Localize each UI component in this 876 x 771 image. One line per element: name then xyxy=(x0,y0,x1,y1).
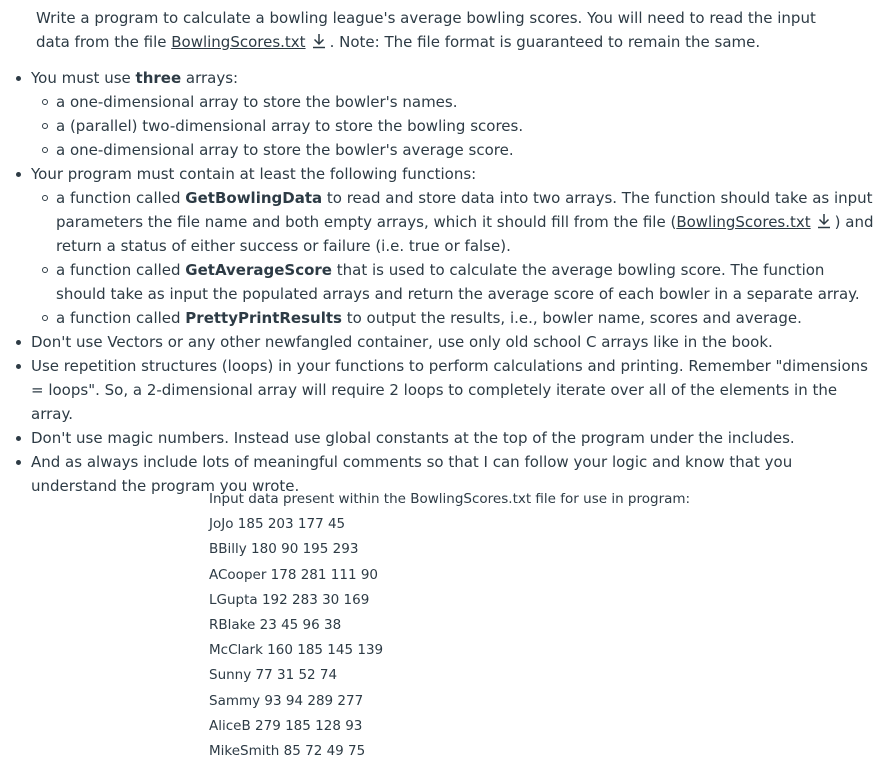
bowling-scores-file-link-2[interactable]: BowlingScores.txt xyxy=(676,213,811,231)
function-name: GetBowlingData xyxy=(185,189,323,207)
input-data-heading: Input data present within the BowlingScores.txt file for use in program: xyxy=(209,491,691,507)
functions-sublist xyxy=(31,186,876,330)
function-name: PrettyPrintResults xyxy=(185,309,342,327)
rule-use-loops: Use repetition structures (loops) in your functions to perform calculations and printing. Remember "dimensions = loops". So, a 2-dimensional array will require 2 loops to completely iterate over all of the elements in the array. xyxy=(31,354,876,426)
input-data-line: RBlake 23 45 96 38 xyxy=(209,617,342,634)
input-data-line: BBilly 180 90 195 293 xyxy=(209,541,359,558)
input-data-block xyxy=(209,487,690,764)
function-description: to output the results, i.e., bowler name, scores and average. xyxy=(341,309,802,327)
array-item-names: a one-dimensional array to store the bowler's names. xyxy=(56,90,876,114)
arrays-prefix: You must use xyxy=(31,69,136,87)
input-data-line: McClark 160 185 145 139 xyxy=(209,642,384,659)
function-prefix: a function called xyxy=(56,261,186,279)
bowling-scores-file-link[interactable]: BowlingScores.txt xyxy=(171,33,306,51)
array-item-scores: a (parallel) two-dimensional array to store the bowling scores. xyxy=(56,114,876,138)
rule-comments: And as always include lots of meaningful comments so that I can follow your logic and know that you understand the program you wrote. xyxy=(31,450,876,498)
arrays-requirement xyxy=(31,66,876,162)
input-data-line: AliceB 279 185 128 93 xyxy=(209,717,363,734)
input-data-line: Sammy 93 94 289 277 xyxy=(209,692,364,709)
arrays-suffix: arrays: xyxy=(181,69,239,87)
function-get-bowling-data xyxy=(56,186,876,258)
function-name: GetAverageScore xyxy=(185,261,332,279)
input-data-line: ACooper 178 281 111 90 xyxy=(209,566,379,583)
functions-requirement xyxy=(31,162,876,330)
download-icon[interactable] xyxy=(815,212,833,228)
function-prefix: a function called xyxy=(56,309,186,327)
function-prefix: a function called xyxy=(56,189,186,207)
input-data-line: MikeSmith 85 72 49 75 xyxy=(209,743,366,760)
input-data-line: JoJo 185 203 177 45 xyxy=(209,516,346,533)
intro-text-end: . Note: The file format is guaranteed to remain the same. xyxy=(329,33,761,51)
function-description: to read and store data into two arrays. The function should take as input parameters the file name and both empty arrays, which it should fill from the file ( xyxy=(56,189,873,231)
array-item-averages: a one-dimensional array to store the bowler's average score. xyxy=(56,138,876,162)
functions-heading: Your program must contain at least the following functions: xyxy=(31,165,477,183)
rule-no-magic-numbers: Don't use magic numbers. Instead use global constants at the top of the program under the includes. xyxy=(31,426,876,450)
function-description-end: ) and return a status of either success or failure (i.e. true or false). xyxy=(56,213,874,255)
input-data-line: Sunny 77 31 52 74 xyxy=(209,667,338,684)
download-icon[interactable] xyxy=(310,32,328,48)
rule-no-vectors: Don't use Vectors or any other newfangled container, use only old school C arrays like in the book. xyxy=(31,330,876,354)
function-description: that is used to calculate the average bowling score. The function should take as input the populated arrays and return the average score of each bowler in a separate array. xyxy=(56,261,860,303)
function-pretty-print-results xyxy=(56,306,876,330)
arrays-sublist xyxy=(31,90,876,162)
requirements-list xyxy=(0,66,876,498)
intro-paragraph xyxy=(36,6,846,54)
arrays-count: three xyxy=(135,69,182,87)
input-data-line: LGupta 192 283 30 169 xyxy=(209,591,370,608)
function-get-average-score xyxy=(56,258,876,306)
intro-text-start: Write a program to calculate a bowling league's average bowling scores. You will need to read the input data from the file xyxy=(36,9,816,51)
